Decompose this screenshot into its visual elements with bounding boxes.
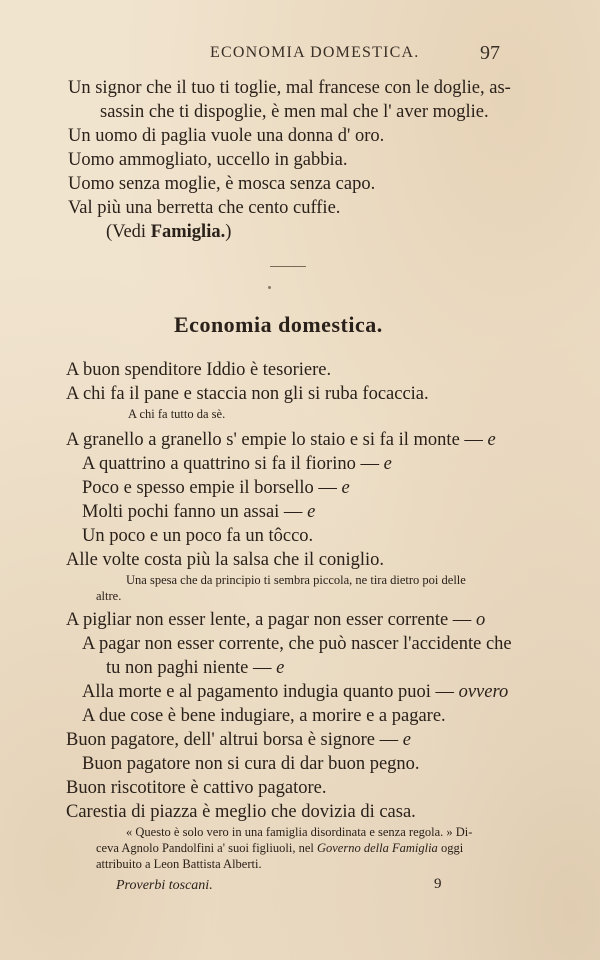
proverb-connector: e xyxy=(402,730,411,750)
proverb-note: A chi fa tutto da sè. xyxy=(128,407,226,421)
proverb-connector: ovvero xyxy=(458,682,509,702)
proverb xyxy=(66,608,485,632)
intro-line: Un uomo di paglia vuole una donna d' oro. xyxy=(68,126,385,146)
intro-line: Un signor che il tuo ti toglie, mal francese con le doglie, as- xyxy=(68,78,511,98)
proverb-text: tu non paghi niente — xyxy=(106,658,272,678)
note-text: ceva Agnolo Pandolfini a' suoi figliuoli, nel xyxy=(96,841,317,855)
proverb xyxy=(82,680,508,704)
proverb: A buon spenditore Iddio è tesoriere. xyxy=(66,360,332,380)
proverb-note xyxy=(96,840,463,857)
proverb-connector: e xyxy=(276,658,285,678)
proverb-text: Buon pagatore, dell' altrui borsa è signore — xyxy=(66,730,399,750)
proverb-connector: e xyxy=(383,454,392,474)
cross-reference xyxy=(106,220,231,244)
proverb xyxy=(82,452,392,476)
proverb-text: Alla morte e al pagamento indugia quanto puoi — xyxy=(82,682,454,702)
proverb: A due cose è bene indugiare, a morire e a pagare. xyxy=(82,706,446,726)
running-header: ECONOMIA DOMESTICA. xyxy=(210,44,420,61)
note-text: oggi xyxy=(437,841,464,855)
proverb-text: A quattrino a quattrino si fa il fiorino — xyxy=(82,454,379,474)
intro-line: Val più una berretta che cento cuffie. xyxy=(68,198,341,218)
section-divider xyxy=(270,266,306,267)
proverb-connector: e xyxy=(341,478,350,498)
proverb xyxy=(66,428,496,452)
ornament-dot xyxy=(268,286,271,289)
signature-mark: 9 xyxy=(434,876,442,892)
cross-reference-prefix: (Vedi xyxy=(106,222,151,242)
proverb: A pagar non esser corrente, che può nascer l'accidente che xyxy=(82,634,512,654)
proverb-note: altre. xyxy=(96,589,122,603)
proverb xyxy=(106,656,284,680)
proverb: Alle volte costa più la salsa che il coniglio. xyxy=(66,550,385,570)
proverb-note: attribuito a Leon Battista Alberti. xyxy=(96,857,262,871)
note-title: Governo della Famiglia xyxy=(316,841,438,855)
proverb xyxy=(66,728,411,752)
section-title: Economia domestica. xyxy=(174,312,383,337)
proverb-connector: e xyxy=(307,502,316,522)
proverb-text: A granello a granello s' empie lo staio e si fa il monte — xyxy=(66,430,483,450)
cross-reference-target: Famiglia. xyxy=(150,222,226,242)
proverb-text: Poco e spesso empie il borsello — xyxy=(82,478,337,498)
proverb-text: A pigliar non esser lente, a pagar non esser corrente — xyxy=(66,610,472,630)
proverb-text: Molti pochi fanno un assai — xyxy=(82,502,303,522)
proverb xyxy=(82,500,315,524)
proverb-note: Una spesa che da principio ti sembra piccola, ne tira dietro poi delle xyxy=(126,573,466,587)
cross-reference-suffix: ) xyxy=(225,222,232,242)
intro-line: Uomo ammogliato, uccello in gabbia. xyxy=(68,150,348,170)
proverb-connector: o xyxy=(475,610,486,630)
proverb-note: « Questo è solo vero in una famiglia disordinata e senza regola. » Di- xyxy=(126,825,473,839)
page-number: 97 xyxy=(480,42,500,64)
footer-book-title: Proverbi toscani. xyxy=(116,878,213,893)
proverb xyxy=(82,476,350,500)
proverb: A chi fa il pane e staccia non gli si ruba focaccia. xyxy=(66,384,429,404)
proverb: Carestia di piazza è meglio che dovizia di casa. xyxy=(66,802,416,822)
proverb: Buon riscotitore è cattivo pagatore. xyxy=(66,778,327,798)
proverb: Buon pagatore non si cura di dar buon pegno. xyxy=(82,754,420,774)
proverb: Un poco e un poco fa un tôcco. xyxy=(82,526,314,546)
proverb-connector: e xyxy=(487,430,496,450)
intro-line: Uomo senza moglie, è mosca senza capo. xyxy=(68,174,376,194)
intro-line: sassin che ti dispoglie, è men mal che l' aver moglie. xyxy=(100,102,489,122)
